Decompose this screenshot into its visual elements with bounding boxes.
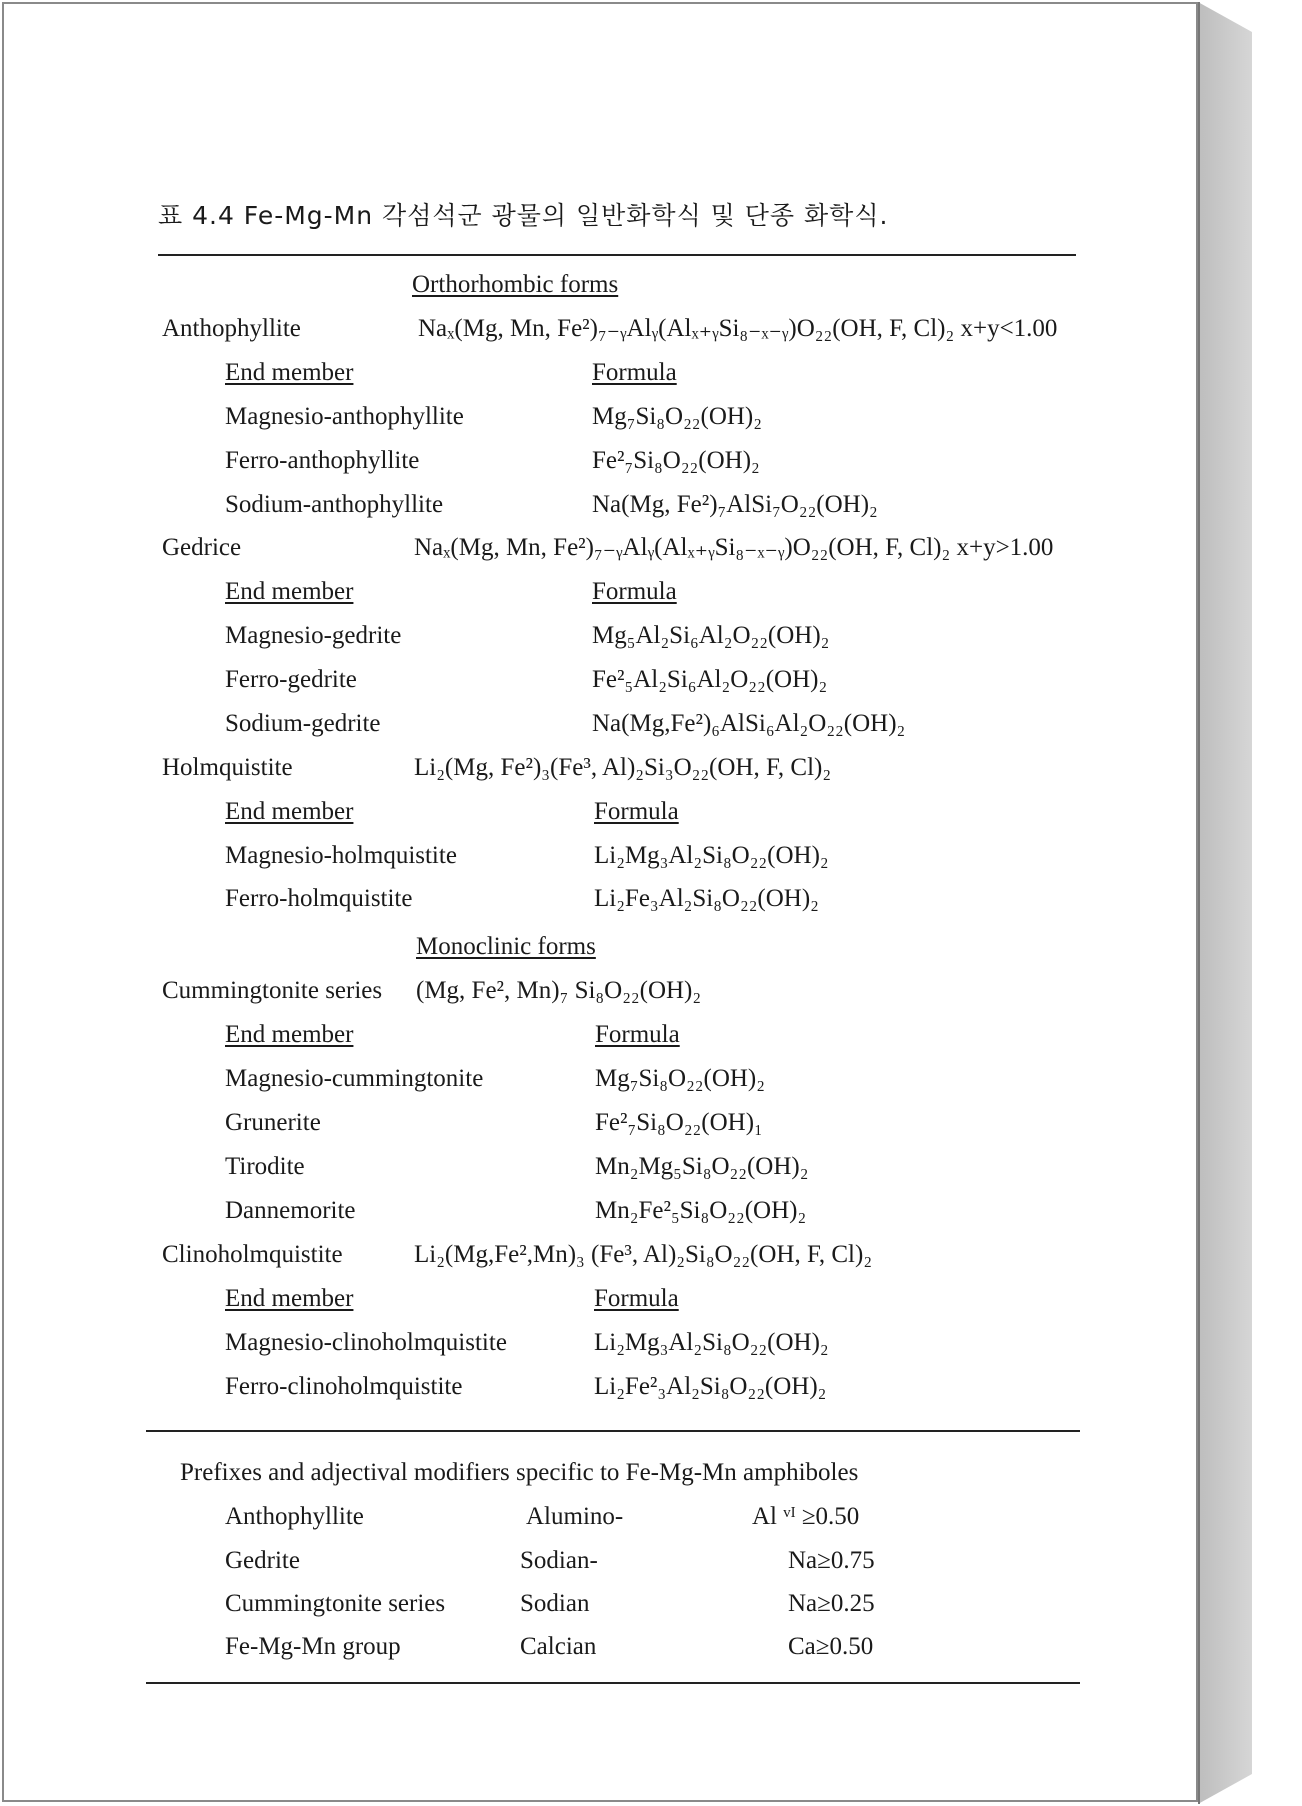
formula-header: Formula bbox=[594, 1285, 679, 1312]
general-formula: (Mg, Fe², Mn)₇ Si₈O₂₂(OH)₂ bbox=[416, 977, 702, 1004]
end-member-header: End member bbox=[225, 578, 354, 605]
prefixes-heading: Prefixes and adjectival modifiers specific to Fe-Mg-Mn amphiboles bbox=[180, 1459, 859, 1486]
formula-header: Formula bbox=[592, 359, 677, 386]
prefix-criterion: Al ᵛᴵ ≥0.50 bbox=[752, 1503, 860, 1530]
prefix-modifier: Sodian bbox=[520, 1590, 590, 1617]
prefix-group: Anthophyllite bbox=[225, 1503, 364, 1530]
member-name: Dannemorite bbox=[225, 1197, 356, 1224]
table-caption: 표 4.4 Fe-Mg-Mn 각섬석군 광물의 일반화학식 및 단종 화학식. bbox=[158, 201, 889, 230]
general-formula: Li₂(Mg,Fe²,Mn)₃ (Fe³, Al)₂Si₈O₂₂(OH, F, Cl)₂ bbox=[414, 1241, 873, 1268]
member-formula: Mg₇Si₈O₂₂(OH)₂ bbox=[595, 1065, 765, 1092]
prefix-group: Gedrite bbox=[225, 1547, 300, 1574]
formula-header: Formula bbox=[592, 578, 677, 605]
prefix-group: Cummingtonite series bbox=[225, 1590, 446, 1617]
prefix-group: Fe-Mg-Mn group bbox=[225, 1633, 401, 1660]
member-formula: Fe²₇Si₈O₂₂(OH)₂ bbox=[592, 447, 760, 474]
formula-header: Formula bbox=[595, 1021, 680, 1048]
member-formula: Na(Mg, Fe²)₇AlSi₇O₂₂(OH)₂ bbox=[592, 491, 878, 518]
formula-header: Formula bbox=[594, 798, 679, 825]
member-name: Magnesio-gedrite bbox=[225, 622, 402, 649]
end-member-header: End member bbox=[225, 1285, 354, 1312]
group-name: Clinoholmquistite bbox=[162, 1241, 343, 1268]
page-edge-line bbox=[1198, 2, 1200, 1804]
prefix-modifier: Alumino- bbox=[526, 1503, 624, 1530]
ortho-heading: Orthorhombic forms bbox=[412, 271, 619, 298]
member-formula: Fe²₇Si₈O₂₂(OH)₁ bbox=[595, 1109, 763, 1136]
member-name: Magnesio-clinoholmquistite bbox=[225, 1329, 507, 1356]
member-formula: Li₂Mg₃Al₂Si₈O₂₂(OH)₂ bbox=[594, 842, 829, 869]
member-name: Ferro-clinoholmquistite bbox=[225, 1373, 463, 1400]
prefix-criterion: Na≥0.25 bbox=[788, 1590, 875, 1617]
member-name: Ferro-anthophyllite bbox=[225, 447, 420, 474]
member-formula: Li₂Mg₃Al₂Si₈O₂₂(OH)₂ bbox=[594, 1329, 829, 1356]
member-name: Ferro-gedrite bbox=[225, 666, 357, 693]
member-name: Sodium-gedrite bbox=[225, 710, 381, 737]
prefix-modifier: Calcian bbox=[520, 1633, 597, 1660]
group-name: Holmquistite bbox=[162, 754, 293, 781]
prefix-criterion: Na≥0.75 bbox=[788, 1547, 875, 1574]
member-name: Magnesio-cummingtonite bbox=[225, 1065, 484, 1092]
end-member-header: End member bbox=[225, 359, 354, 386]
general-formula: Naₓ(Mg, Mn, Fe²)₇₋ᵧAlᵧ(Alₓ₊ᵧSi₈₋ₓ₋ᵧ)O₂₂(OH, F, Cl)₂ x+y>1.00 bbox=[414, 534, 1054, 561]
member-formula: Mg₇Si₈O₂₂(OH)₂ bbox=[592, 403, 762, 430]
member-formula: Mg₅Al₂Si₆Al₂O₂₂(OH)₂ bbox=[592, 622, 830, 649]
member-name: Ferro-holmquistite bbox=[225, 885, 413, 912]
group-name: Gedrice bbox=[162, 534, 242, 561]
prefix-modifier: Sodian- bbox=[520, 1547, 598, 1574]
member-formula: Li₂Fe₃Al₂Si₈O₂₂(OH)₂ bbox=[594, 885, 819, 912]
member-formula: Mn₂Mg₅Si₈O₂₂(OH)₂ bbox=[595, 1153, 809, 1180]
member-name: Magnesio-anthophyllite bbox=[225, 403, 464, 430]
end-member-header: End member bbox=[225, 798, 354, 825]
general-formula: Li₂(Mg, Fe²)₃(Fe³, Al)₂Si₃O₂₂(OH, F, Cl)₂ bbox=[414, 754, 832, 781]
mono-heading: Monoclinic forms bbox=[416, 933, 596, 960]
bottom-rule bbox=[146, 1682, 1080, 1684]
member-name: Sodium-anthophyllite bbox=[225, 491, 444, 518]
group-name: Cummingtonite series bbox=[162, 977, 383, 1004]
prefix-criterion: Ca≥0.50 bbox=[788, 1633, 874, 1660]
member-name: Tirodite bbox=[225, 1153, 305, 1180]
general-formula: Naₓ(Mg, Mn, Fe²)₇₋ᵧAlᵧ(Alₓ₊ᵧSi₈₋ₓ₋ᵧ)O₂₂(OH, F, Cl)₂ x+y<1.00 bbox=[418, 315, 1058, 342]
group-name: Anthophyllite bbox=[162, 315, 301, 342]
member-formula: Na(Mg,Fe²)₆AlSi₆Al₂O₂₂(OH)₂ bbox=[592, 710, 906, 737]
member-name: Magnesio-holmquistite bbox=[225, 842, 457, 869]
middle-rule bbox=[146, 1430, 1080, 1432]
member-formula: Fe²₅Al₂Si₆Al₂O₂₂(OH)₂ bbox=[592, 666, 828, 693]
member-formula: Mn₂Fe²₅Si₈O₂₂(OH)₂ bbox=[595, 1197, 807, 1224]
end-member-header: End member bbox=[225, 1021, 354, 1048]
member-name: Grunerite bbox=[225, 1109, 321, 1136]
member-formula: Li₂Fe²₃Al₂Si₈O₂₂(OH)₂ bbox=[594, 1373, 827, 1400]
top-rule bbox=[158, 254, 1076, 256]
page-edge-shadow bbox=[1198, 2, 1252, 1804]
